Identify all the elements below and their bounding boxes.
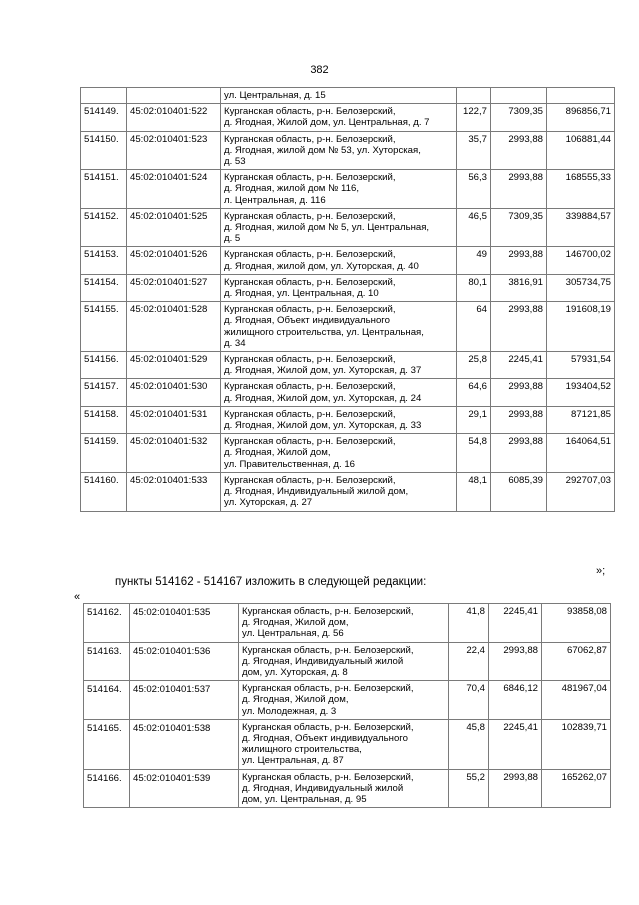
table-row — [81, 104, 615, 131]
address-line: д. Ягодная, Объект индивидуального — [224, 315, 390, 327]
area-cell: 41,8 — [449, 604, 489, 643]
address-cell — [221, 88, 457, 104]
rate-cell: 6085,39 — [491, 472, 547, 511]
value-cell: 193404,52 — [547, 379, 615, 406]
row-id-cell: 514160. — [81, 472, 127, 511]
amendment-paragraph: пункты 514162 - 514167 изложить в следующей редакции: — [115, 576, 427, 588]
address-cell — [239, 604, 449, 643]
cadastral-cell: 45:02:010401:529 — [127, 352, 221, 379]
table-row — [81, 379, 615, 406]
cadastral-cell: 45:02:010401:526 — [127, 247, 221, 274]
address-line: Курганская область, р-н. Белозерский, — [224, 354, 396, 366]
address-line: ул. Центральная, д. 87 — [242, 755, 344, 767]
area-cell — [457, 88, 491, 104]
address-cell — [221, 131, 457, 170]
address-line: д. Ягодная, жилой дом № 5, ул. Центральная, — [224, 222, 430, 234]
address-cell — [221, 208, 457, 247]
area-cell: 64,6 — [457, 379, 491, 406]
rate-cell: 2993,88 — [491, 131, 547, 170]
value-cell: 106881,44 — [547, 131, 615, 170]
row-id-cell: 514155. — [81, 302, 127, 352]
area-cell: 49 — [457, 247, 491, 274]
address-line: ул. Центральная, д. 56 — [242, 628, 344, 640]
value-cell: 165262,07 — [542, 769, 611, 808]
cadastral-cell: 45:02:010401:524 — [127, 170, 221, 209]
cadastral-cell: 45:02:010401:536 — [130, 642, 239, 681]
address-line: д. 34 — [224, 337, 246, 349]
row-id-cell: 514158. — [81, 406, 127, 433]
address-line: д. Ягодная, Жилой дом, — [224, 447, 331, 459]
address-line: Курганская область, р-н. Белозерский, — [242, 771, 414, 783]
address-cell — [239, 642, 449, 681]
value-cell: 164064,51 — [547, 434, 615, 473]
area-cell: 122,7 — [457, 104, 491, 131]
area-cell: 70,4 — [449, 681, 489, 720]
table-row — [84, 604, 611, 643]
address-cell — [221, 302, 457, 352]
table-row — [84, 769, 611, 808]
rate-cell: 2245,41 — [491, 352, 547, 379]
address-line: д. Ягодная, Жилой дом, ул. Хуторская, д. 37 — [224, 365, 422, 377]
cadastral-cell: 45:02:010401:522 — [127, 104, 221, 131]
table-row — [84, 681, 611, 720]
address-line: Курганская область, р-н. Белозерский, — [224, 436, 396, 448]
rate-cell: 2993,88 — [489, 642, 542, 681]
address-line: дом, ул. Центральная, д. 95 — [242, 794, 367, 806]
address-line: Курганская область, р-н. Белозерский, — [224, 249, 396, 261]
address-line: д. Ягодная, Жилой дом, — [242, 694, 349, 706]
address-line: д. Ягодная, Жилой дом, ул. Хуторская, д. 33 — [224, 420, 422, 432]
rate-cell — [491, 88, 547, 104]
rate-cell: 2993,88 — [491, 406, 547, 433]
rate-cell: 2993,88 — [491, 247, 547, 274]
opening-quote: « — [74, 591, 81, 603]
address-cell — [221, 379, 457, 406]
value-cell: 102839,71 — [542, 719, 611, 769]
address-line: Курганская область, р-н. Белозерский, — [224, 474, 396, 486]
value-cell: 292707,03 — [547, 472, 615, 511]
address-line: д. Ягодная, Индивидуальный жилой — [242, 782, 404, 794]
area-cell: 64 — [457, 302, 491, 352]
address-line: д. Ягодная, Жилой дом, — [242, 617, 349, 629]
table-row — [84, 719, 611, 769]
address-line: д. Ягодная, Индивидуальный жилой дом, — [224, 486, 409, 498]
cadastral-cell: 45:02:010401:539 — [130, 769, 239, 808]
row-id-cell: 514150. — [81, 131, 127, 170]
address-line: л. Центральная, д. 116 — [224, 194, 326, 206]
row-id-cell: 514154. — [81, 274, 127, 301]
table-row — [81, 434, 615, 473]
rate-cell: 7309,35 — [491, 104, 547, 131]
address-line: Курганская область, р-н. Белозерский, — [224, 106, 396, 118]
address-cell — [239, 681, 449, 720]
address-cell — [221, 104, 457, 131]
closing-quote: »; — [596, 565, 606, 577]
cadastral-cell: 45:02:010401:535 — [130, 604, 239, 643]
address-line: Курганская область, р-н. Белозерский, — [224, 133, 396, 145]
value-cell: 191608,19 — [547, 302, 615, 352]
address-cell — [221, 274, 457, 301]
address-cell — [221, 472, 457, 511]
address-line: д. Ягодная, Объект индивидуального — [242, 733, 408, 745]
row-id-cell: 514166. — [84, 769, 130, 808]
rate-cell: 2993,88 — [491, 379, 547, 406]
cadastral-cell: 45:02:010401:532 — [127, 434, 221, 473]
address-line: Курганская область, р-н. Белозерский, — [224, 381, 396, 393]
address-line: Курганская область, р-н. Белозерский, — [242, 606, 414, 617]
address-cell — [221, 406, 457, 433]
address-line: д. 53 — [224, 156, 246, 168]
rate-cell: 2245,41 — [489, 604, 542, 643]
address-line: д. Ягодная, Индивидуальный жилой — [242, 655, 404, 667]
address-cell — [221, 352, 457, 379]
row-id-cell: 514163. — [84, 642, 130, 681]
value-cell: 896856,71 — [547, 104, 615, 131]
row-id-cell: 514162. — [84, 604, 130, 643]
cadastral-cell: 45:02:010401:538 — [130, 719, 239, 769]
property-table-2 — [83, 603, 611, 808]
value-cell — [547, 88, 615, 104]
table-row — [84, 642, 611, 681]
address-line: Курганская область, р-н. Белозерский, — [224, 276, 396, 288]
address-line: д. Ягодная, Жилой дом, ул. Центральная, д. 7 — [224, 117, 430, 129]
address-line: ул. Молодежная, д. 3 — [242, 705, 337, 717]
rate-cell: 7309,35 — [491, 208, 547, 247]
area-cell: 29,1 — [457, 406, 491, 433]
row-id-cell: 514152. — [81, 208, 127, 247]
rate-cell: 3816,91 — [491, 274, 547, 301]
row-id-cell — [81, 88, 127, 104]
area-cell: 22,4 — [449, 642, 489, 681]
address-line: д. 5 — [224, 233, 241, 245]
rate-cell: 6846,12 — [489, 681, 542, 720]
row-id-cell: 514151. — [81, 170, 127, 209]
address-cell — [221, 247, 457, 274]
rate-cell: 2993,88 — [491, 302, 547, 352]
rate-cell: 2993,88 — [491, 170, 547, 209]
row-id-cell: 514164. — [84, 681, 130, 720]
row-id-cell: 514149. — [81, 104, 127, 131]
row-id-cell: 514165. — [84, 719, 130, 769]
address-line: жилищного строительства, ул. Центральная, — [224, 326, 424, 338]
value-cell: 93858,08 — [542, 604, 611, 643]
rate-cell: 2993,88 — [489, 769, 542, 808]
cadastral-cell: 45:02:010401:533 — [127, 472, 221, 511]
address-line: Курганская область, р-н. Белозерский, — [242, 683, 414, 695]
area-cell: 56,3 — [457, 170, 491, 209]
row-id-cell: 514156. — [81, 352, 127, 379]
area-cell: 55,2 — [449, 769, 489, 808]
address-line: ул. Хуторская, д. 27 — [224, 497, 313, 509]
page-number: 382 — [310, 64, 329, 76]
cadastral-cell: 45:02:010401:527 — [127, 274, 221, 301]
value-cell: 339884,57 — [547, 208, 615, 247]
address-line: Курганская область, р-н. Белозерский, — [224, 210, 396, 222]
value-cell: 57931,54 — [547, 352, 615, 379]
area-cell: 46,5 — [457, 208, 491, 247]
value-cell: 305734,75 — [547, 274, 615, 301]
cadastral-cell — [127, 88, 221, 104]
table-row — [81, 406, 615, 433]
area-cell: 45,8 — [449, 719, 489, 769]
cadastral-cell: 45:02:010401:525 — [127, 208, 221, 247]
area-cell: 48,1 — [457, 472, 491, 511]
cadastral-cell: 45:02:010401:531 — [127, 406, 221, 433]
address-line: ул. Центральная, д. 15 — [224, 90, 326, 101]
table-row — [81, 302, 615, 352]
cadastral-cell: 45:02:010401:528 — [127, 302, 221, 352]
rate-cell: 2245,41 — [489, 719, 542, 769]
value-cell: 87121,85 — [547, 406, 615, 433]
property-table-1 — [80, 87, 615, 512]
value-cell: 168555,33 — [547, 170, 615, 209]
area-cell: 25,8 — [457, 352, 491, 379]
address-line: Курганская область, р-н. Белозерский, — [224, 172, 396, 184]
address-line: Курганская область, р-н. Белозерский, — [224, 408, 396, 420]
address-line: Курганская область, р-н. Белозерский, — [242, 721, 414, 733]
address-line: Курганская область, р-н. Белозерский, — [242, 644, 414, 656]
table-row — [81, 472, 615, 511]
value-cell: 146700,02 — [547, 247, 615, 274]
row-id-cell: 514159. — [81, 434, 127, 473]
cadastral-cell: 45:02:010401:537 — [130, 681, 239, 720]
table-row — [81, 247, 615, 274]
cadastral-cell: 45:02:010401:530 — [127, 379, 221, 406]
address-line: ул. Правительственная, д. 16 — [224, 458, 356, 470]
row-id-cell: 514157. — [81, 379, 127, 406]
address-line: д. Ягодная, Жилой дом, ул. Хуторская, д. 24 — [224, 392, 422, 404]
area-cell: 80,1 — [457, 274, 491, 301]
area-cell: 54,8 — [457, 434, 491, 473]
row-id-cell: 514153. — [81, 247, 127, 274]
address-line: д. Ягодная, жилой дом № 53, ул. Хуторская, — [224, 144, 421, 156]
value-cell: 67062,87 — [542, 642, 611, 681]
address-line: жилищного строительства, — [242, 744, 362, 756]
table-row — [81, 274, 615, 301]
address-cell — [221, 434, 457, 473]
address-line: д. Ягодная, жилой дом № 116, — [224, 183, 359, 195]
address-line: д. Ягодная, ул. Центральная, д. 10 — [224, 288, 379, 300]
address-line: дом, ул. Хуторская, д. 8 — [242, 667, 348, 679]
table-row — [81, 88, 615, 104]
address-cell — [221, 170, 457, 209]
value-cell: 481967,04 — [542, 681, 611, 720]
table-row — [81, 131, 615, 170]
cadastral-cell: 45:02:010401:523 — [127, 131, 221, 170]
table-row — [81, 170, 615, 209]
rate-cell: 2993,88 — [491, 434, 547, 473]
address-cell — [239, 769, 449, 808]
address-line: д. Ягодная, жилой дом, ул. Хуторская, д. 40 — [224, 260, 419, 272]
area-cell: 35,7 — [457, 131, 491, 170]
address-line: Курганская область, р-н. Белозерский, — [224, 304, 396, 316]
table-row — [81, 208, 615, 247]
table-row — [81, 352, 615, 379]
address-cell — [239, 719, 449, 769]
